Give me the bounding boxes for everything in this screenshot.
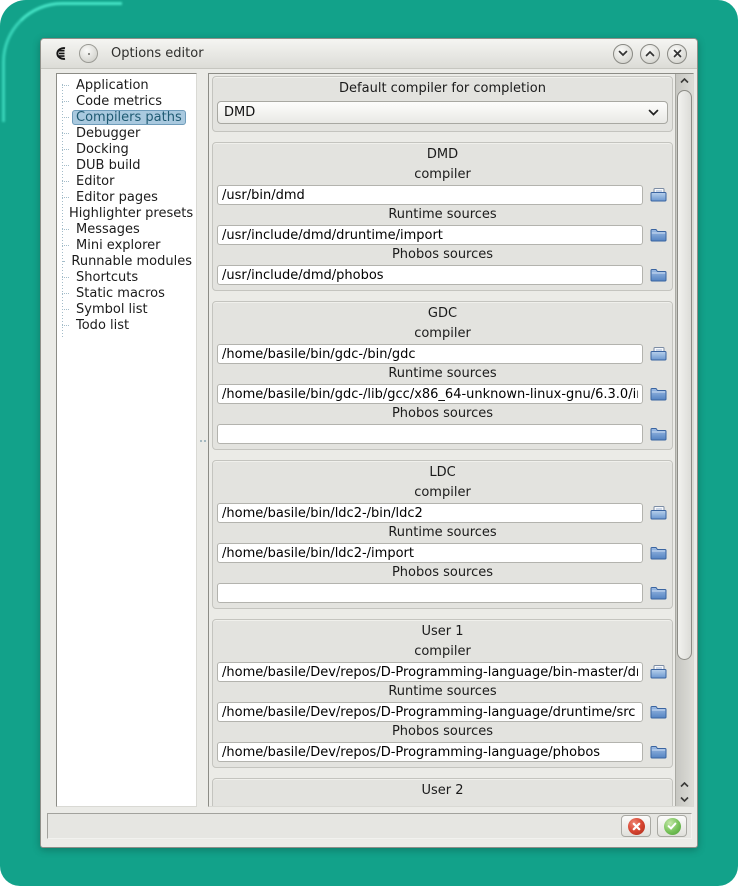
group-title: DMD bbox=[426, 147, 459, 162]
user1-compiler-path-input[interactable] bbox=[217, 662, 643, 682]
scrollbar-thumb[interactable] bbox=[677, 90, 692, 660]
sidebar-item-static-macros[interactable]: Static macros bbox=[57, 285, 196, 301]
field-label: Runtime sources bbox=[388, 684, 497, 699]
field-label: compiler bbox=[414, 485, 471, 500]
chevron-down-icon bbox=[648, 105, 659, 120]
sidebar-item-highlighter-presets[interactable]: Highlighter presets bbox=[57, 205, 196, 221]
options-editor-dialog bbox=[40, 38, 698, 848]
sidebar-item-editor-pages[interactable]: Editor pages bbox=[57, 189, 196, 205]
user1-phobos-sources-input[interactable] bbox=[217, 742, 643, 762]
sidebar-item-messages[interactable]: Messages bbox=[57, 221, 196, 237]
group-title: Default compiler for completion bbox=[339, 81, 546, 96]
field-label: Runtime sources bbox=[388, 366, 497, 381]
dmd-runtime-sources-input[interactable] bbox=[217, 225, 643, 245]
folder-icon[interactable] bbox=[648, 426, 668, 443]
open-file-icon[interactable] bbox=[648, 187, 668, 204]
compiler-group-ldc bbox=[212, 460, 673, 609]
compiler-group-dmd bbox=[212, 142, 673, 291]
vertical-scrollbar[interactable] bbox=[675, 74, 693, 806]
field-label: Runtime sources bbox=[388, 207, 497, 222]
folder-icon[interactable] bbox=[648, 704, 668, 721]
sidebar-item-dub-build[interactable]: DUB build bbox=[57, 157, 196, 173]
folder-icon[interactable] bbox=[648, 744, 668, 761]
folder-icon[interactable] bbox=[648, 227, 668, 244]
close-button[interactable] bbox=[667, 44, 687, 64]
field-label: Runtime sources bbox=[388, 525, 497, 540]
default-compiler-group bbox=[212, 76, 673, 132]
scroll-content bbox=[210, 74, 675, 806]
folder-icon[interactable] bbox=[648, 386, 668, 403]
scroll-down-icon[interactable] bbox=[676, 792, 693, 806]
accept-icon bbox=[664, 818, 681, 835]
sidebar-item-runnable-modules[interactable]: Runnable modules bbox=[57, 253, 196, 269]
shade-button[interactable] bbox=[613, 44, 633, 64]
field-label: compiler bbox=[414, 326, 471, 341]
gdc-compiler-path-input[interactable] bbox=[217, 344, 643, 364]
ldc-phobos-sources-input[interactable] bbox=[217, 583, 643, 603]
sidebar-item-symbol-list[interactable]: Symbol list bbox=[57, 301, 196, 317]
open-file-icon[interactable] bbox=[648, 505, 668, 522]
sidebar-item-mini-explorer[interactable]: Mini explorer bbox=[57, 237, 196, 253]
titlebar[interactable] bbox=[41, 39, 697, 69]
unshade-button[interactable] bbox=[640, 44, 660, 64]
user1-runtime-sources-input[interactable] bbox=[217, 702, 643, 722]
compilers-paths-panel bbox=[208, 73, 694, 807]
sidebar-item-docking[interactable]: Docking bbox=[57, 141, 196, 157]
field-label: compiler bbox=[414, 644, 471, 659]
field-label: Phobos sources bbox=[391, 724, 494, 739]
selected-compiler: DMD bbox=[224, 105, 256, 120]
scroll-up-icon[interactable] bbox=[676, 778, 693, 792]
open-file-icon[interactable] bbox=[648, 664, 668, 681]
ldc-compiler-path-input[interactable] bbox=[217, 503, 643, 523]
folder-icon[interactable] bbox=[648, 585, 668, 602]
dmd-phobos-sources-input[interactable] bbox=[217, 265, 643, 285]
accept-button[interactable] bbox=[657, 815, 687, 837]
sidebar-item-shortcuts[interactable]: Shortcuts bbox=[57, 269, 196, 285]
sidebar-item-compilers-paths[interactable]: Compilers paths bbox=[57, 109, 196, 125]
group-title: LDC bbox=[429, 465, 456, 480]
sidebar-item-debugger[interactable]: Debugger bbox=[57, 125, 196, 141]
sidebar-item-todo-list[interactable]: Todo list bbox=[57, 317, 196, 333]
compiler-group-gdc bbox=[212, 301, 673, 450]
folder-icon[interactable] bbox=[648, 545, 668, 562]
gdc-phobos-sources-input[interactable] bbox=[217, 424, 643, 444]
sidebar-item-editor[interactable]: Editor bbox=[57, 173, 196, 189]
group-title: GDC bbox=[427, 306, 458, 321]
compiler-group-user2 bbox=[212, 778, 673, 806]
sidebar-item-code-metrics[interactable]: Code metrics bbox=[57, 93, 196, 109]
group-title: User 1 bbox=[421, 624, 464, 639]
dmd-compiler-path-input[interactable] bbox=[217, 185, 643, 205]
field-label: Phobos sources bbox=[391, 406, 494, 421]
scroll-up-icon[interactable] bbox=[676, 74, 693, 88]
dialog-footer bbox=[47, 813, 692, 839]
default-compiler-select[interactable] bbox=[217, 101, 668, 124]
field-label: Phobos sources bbox=[391, 247, 494, 262]
window-menu-button[interactable] bbox=[79, 44, 98, 63]
cancel-icon bbox=[628, 818, 645, 835]
compiler-group-user1 bbox=[212, 619, 673, 768]
field-label: Phobos sources bbox=[391, 565, 494, 580]
sidebar-item-application[interactable]: Application bbox=[57, 77, 196, 93]
window-title: Options editor bbox=[111, 46, 204, 61]
field-label: compiler bbox=[414, 167, 471, 182]
app-logo-icon bbox=[51, 46, 70, 61]
open-file-icon[interactable] bbox=[648, 346, 668, 363]
panel-splitter[interactable] bbox=[197, 73, 208, 807]
cancel-button[interactable] bbox=[621, 815, 651, 837]
folder-icon[interactable] bbox=[648, 267, 668, 284]
gdc-runtime-sources-input[interactable] bbox=[217, 384, 643, 404]
ldc-runtime-sources-input[interactable] bbox=[217, 543, 643, 563]
categories-tree bbox=[56, 73, 197, 807]
group-title: User 2 bbox=[421, 783, 464, 798]
